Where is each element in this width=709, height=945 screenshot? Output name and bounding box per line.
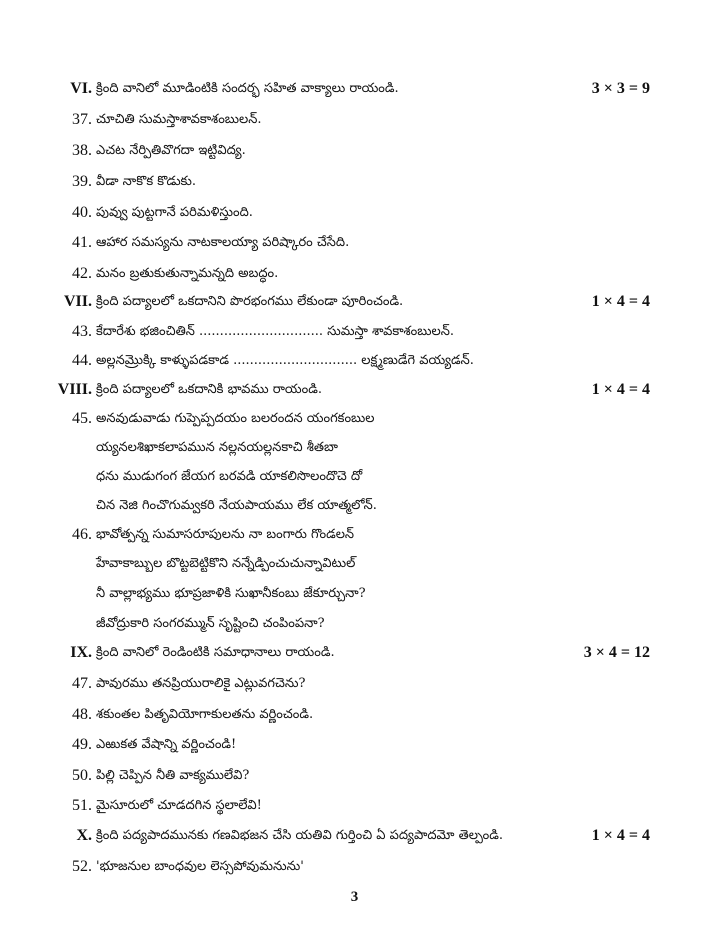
question-45	[0, 409, 709, 439]
question-text: చూచితి సుమస్తాశావకాశంబులన్.	[96, 112, 262, 127]
question-number: 51.	[72, 797, 92, 814]
question-number: 43.	[72, 323, 92, 340]
question-52	[0, 857, 709, 887]
section-number: IX.	[70, 644, 92, 661]
question-37	[0, 110, 709, 140]
question-40	[0, 203, 709, 233]
question-number: 42.	[72, 265, 92, 282]
question-text: శకుంతల పితృవియోగాకులతను వర్ణించండి.	[96, 707, 314, 722]
question-number: 40.	[72, 204, 92, 221]
question-text: వీడా నాకొక కొడుకు.	[96, 174, 196, 189]
question-number: 47.	[72, 675, 92, 692]
section-instruction: క్రింది పద్యపాదమునకు గణవిభజన చేసి యతివి గుర్తించి ఏ పద్యపాదమో తెల్పండి.	[96, 828, 503, 843]
question-number: 52.	[72, 858, 92, 875]
section-marks: 1 × 4 = 4	[591, 827, 650, 844]
question-number: 46.	[72, 526, 92, 543]
section-marks: 3 × 3 = 9	[591, 80, 650, 97]
section-instruction: క్రింది వానిలో రెండింటికి సమాధానాలు రాయండి.	[96, 645, 335, 660]
section-number: VI.	[70, 80, 92, 97]
question-text: పువ్వు పుట్టగానే పరిమళిస్తుంది.	[96, 205, 253, 220]
section-marks: 1 × 4 = 4	[591, 293, 650, 310]
poem-line-row	[0, 496, 709, 526]
section-marks: 3 × 4 = 12	[583, 644, 650, 661]
question-number: 41.	[72, 234, 92, 251]
question-number: 44.	[72, 352, 92, 369]
poem-line-row	[0, 438, 709, 468]
poem-line-row	[0, 554, 709, 584]
poem-line: అనవుడువాడు గుప్పెప్పదయం బలరందన యంగకంబుల	[96, 411, 375, 426]
question-text: ఎచట నేర్పితివొగదా ఇట్టివిద్య.	[96, 143, 246, 158]
section-number: VII.	[63, 293, 92, 310]
question-number: 39.	[72, 173, 92, 190]
section-instruction: క్రింది పద్యాలలో ఒకదానిని పొరభంగము లేకుండా పూరించండి.	[96, 294, 404, 309]
section-marks: 1 × 4 = 4	[591, 381, 650, 398]
section-heading-ix	[0, 643, 709, 673]
question-number: 48.	[72, 706, 92, 723]
poem-line: జీవోద్రుకారి సంగరమ్మున్ సృష్టించి చంపింపనా?	[96, 616, 325, 631]
question-text: కేదారేశు భజించితిన్ .............................. సుమస్తా శావకాశంబులన్.	[96, 324, 454, 339]
section-heading-vii	[0, 292, 709, 322]
question-47	[0, 674, 709, 704]
question-48	[0, 705, 709, 735]
question-43	[0, 322, 709, 352]
question-41	[0, 233, 709, 263]
question-text: పావురము తనప్రియురాలికై ఎట్లువగచెను?	[96, 676, 306, 691]
question-number: 38.	[72, 142, 92, 159]
question-51	[0, 796, 709, 826]
poem-line-row	[0, 467, 709, 497]
question-text: ఆహార సమస్యను నాటకాలయ్యా పరిష్కారం చేసేది.	[96, 235, 350, 250]
question-number: 50.	[72, 767, 92, 784]
question-50	[0, 766, 709, 796]
question-number: 37.	[72, 111, 92, 128]
poem-line: య్యనలశిఖాకలాపమున నల్లనయల్లనకాచి శీతబా	[96, 440, 338, 455]
question-text: ఎఱుకత వేషాన్ని వర్ణించండి!	[96, 737, 237, 752]
question-text: పిల్లి చెప్పిన నీతి వాక్యములేవి?	[96, 768, 250, 783]
poem-line: చిన నెజి గించొగుమ్వకరి నేయపాయము లేక యాత్మలోన్.	[96, 498, 377, 513]
poem-line: నీ వాల్లాభ్యము భూప్రజాళికి సుఖానీకంబు జేకూర్చునా?	[96, 586, 366, 601]
section-instruction: క్రింది వానిలో మూడింటికి సందర్భ సహిత వాక్యాలు రాయండి.	[96, 81, 399, 96]
section-heading-x	[0, 826, 709, 856]
question-38	[0, 141, 709, 171]
poem-line-row	[0, 614, 709, 644]
question-text: అల్లనమ్రొక్కి కాళ్ళుపడకాడ .............................. లక్ష్మణుడేగె వయ్యడన్.	[96, 353, 474, 368]
poem-line: ధను ముడుగంగ జేయగ బరవడి యాకలిసొలందొచె దో	[96, 469, 363, 484]
poem-line: భావోత్పన్న సుమాసరూపులను నా బంగారు గొండలన్	[96, 527, 355, 542]
page-number: 3	[350, 889, 359, 905]
section-number: X.	[76, 827, 92, 844]
question-number: 49.	[72, 736, 92, 753]
question-46	[0, 525, 709, 555]
question-text: మనం బ్రతుకుతున్నామన్నది అబద్ధం.	[96, 266, 279, 281]
section-instruction: క్రింది పద్యాలలో ఒకదానికి భావము రాయండి.	[96, 382, 322, 397]
poem-line: హేవాకాబ్బుల బొట్టబెట్టికొని నన్నేడ్పించుచున్నావిటుల్	[96, 556, 356, 571]
question-42	[0, 264, 709, 294]
question-39	[0, 172, 709, 202]
question-44	[0, 351, 709, 381]
question-number: 45.	[72, 410, 92, 427]
section-heading-vi	[0, 79, 709, 109]
section-heading-viii	[0, 380, 709, 410]
poem-line-row	[0, 584, 709, 614]
question-text: మైసూరులో చూడదగిన స్థలాలేవి!	[96, 798, 262, 813]
question-text: 'భూజనుల బాంధవుల లెస్సపోవుమనును'	[96, 859, 304, 874]
section-number: VIII.	[57, 381, 92, 398]
question-49	[0, 735, 709, 765]
